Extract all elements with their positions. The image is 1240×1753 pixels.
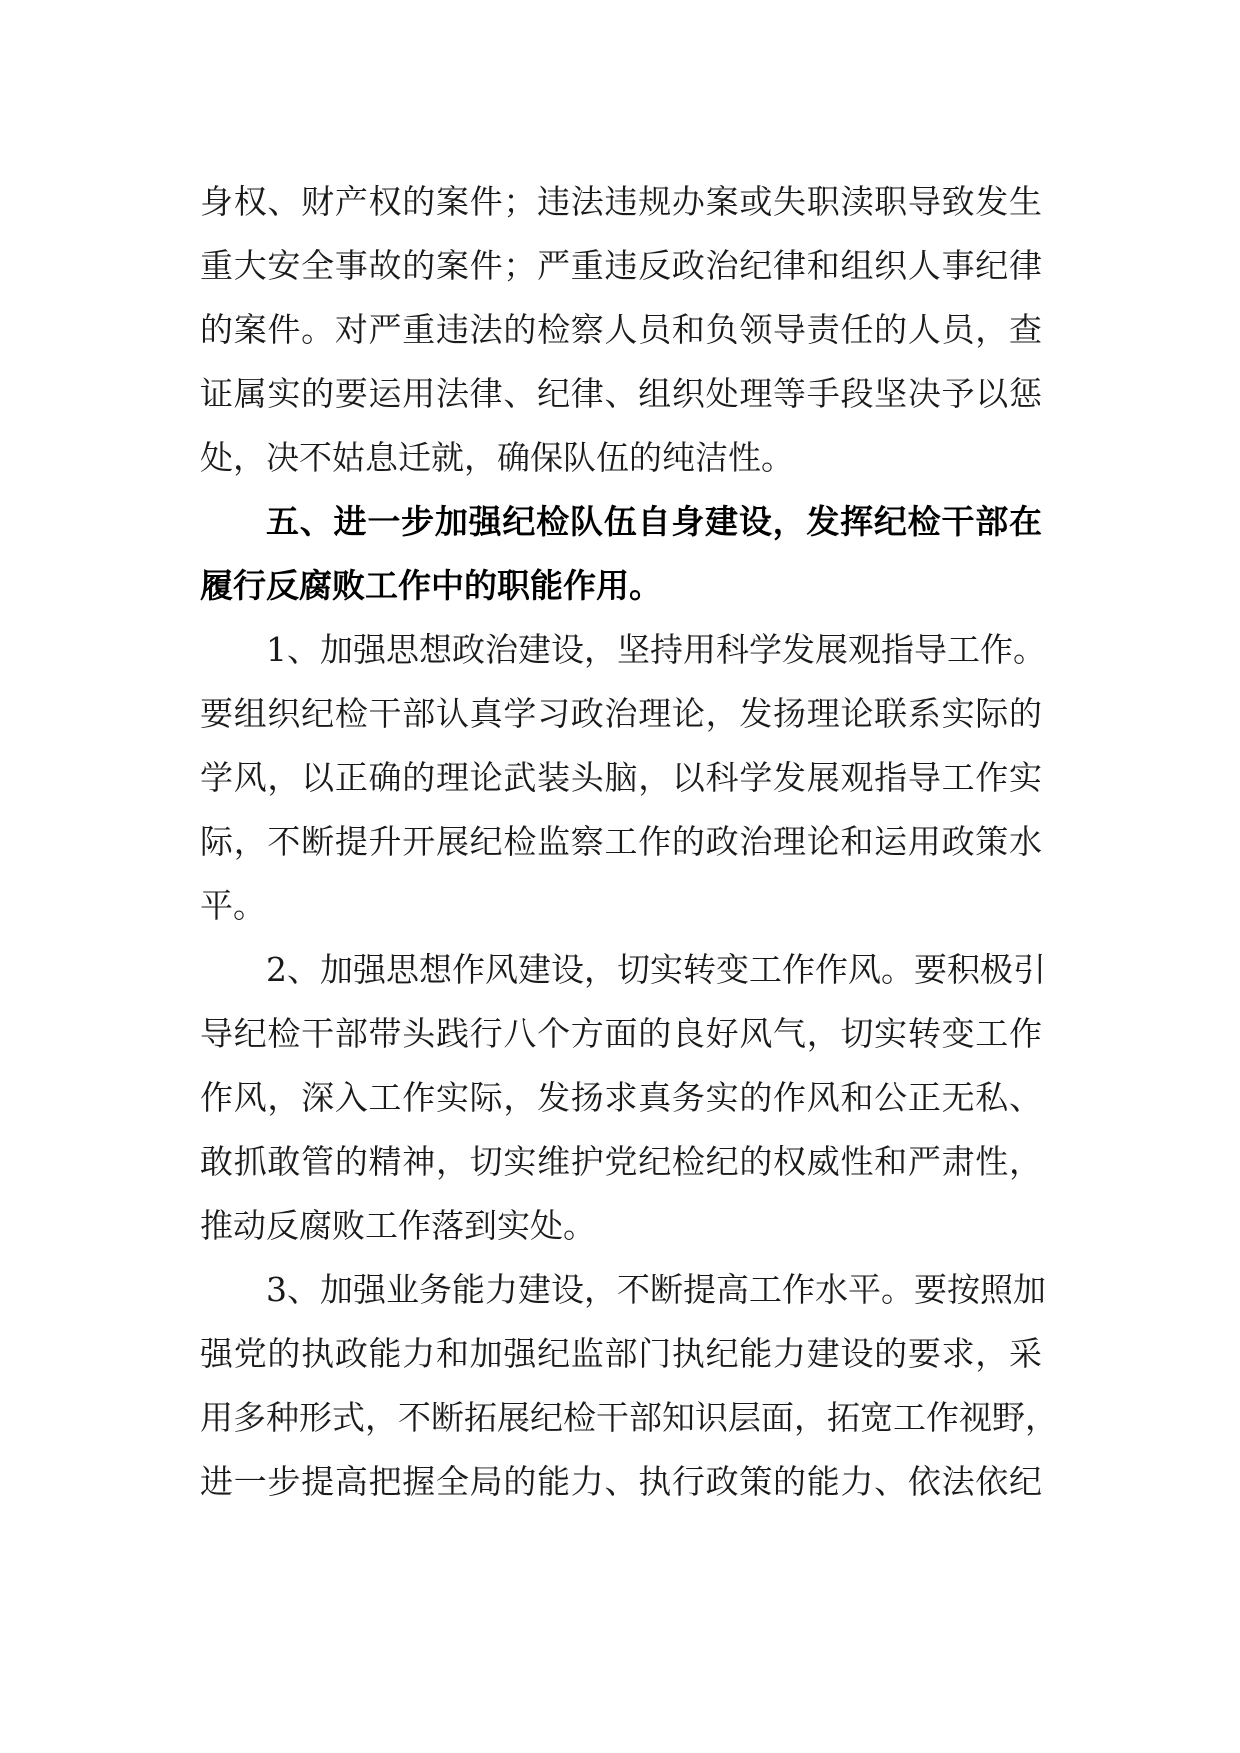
text-line: 重大安全事故的案件；严重违反政治纪律和组织人事纪律 — [200, 246, 1042, 285]
text-line: 进一步提高把握全局的能力、执行政策的能力、依法依纪 — [200, 1462, 1042, 1501]
heading-line: 五、进一步加强纪检队伍自身建设，发挥纪检干部在 — [266, 502, 1042, 541]
paragraph-continued — [200, 170, 1042, 490]
text-line: 推动反腐败工作落到实处。 — [200, 1206, 596, 1245]
text-line: 处，决不姑息迁就，确保队伍的纯洁性。 — [200, 438, 794, 477]
text-line: 的案件。对严重违法的检察人员和负领导责任的人员，查 — [200, 310, 1042, 349]
text-line: 敢抓敢管的精神，切实维护党纪检纪的权威性和严肃性， — [200, 1142, 1042, 1181]
text-line: 学风，以正确的理论武装头脑，以科学发展观指导工作实 — [200, 758, 1042, 797]
paragraph-item-1 — [200, 618, 1046, 938]
text-line: 1、加强思想政治建设，坚持用科学发展观指导工作。 — [266, 630, 1046, 669]
text-line: 强党的执政能力和加强纪监部门执纪能力建设的要求，采 — [200, 1334, 1042, 1373]
text-line: 身权、财产权的案件；违法违规办案或失职渎职导致发生 — [200, 182, 1042, 221]
heading-line: 履行反腐败工作中的职能作用。 — [200, 566, 662, 605]
document-body — [200, 170, 1058, 1514]
paragraph-item-3 — [200, 1258, 1058, 1514]
text-line: 3、加强业务能力建设，不断提高工作水平。要按照加 — [266, 1270, 1046, 1309]
section-heading-5 — [200, 490, 1042, 618]
text-line: 2、加强思想作风建设，切实转变工作作风。要积极引 — [266, 950, 1046, 989]
paragraph-item-2 — [200, 938, 1046, 1258]
text-line: 平。 — [200, 886, 266, 925]
text-line: 要组织纪检干部认真学习政治理论，发扬理论联系实际的 — [200, 694, 1042, 733]
text-line: 证属实的要运用法律、纪律、组织处理等手段坚决予以惩 — [200, 374, 1042, 413]
text-line: 际，不断提升开展纪检监察工作的政治理论和运用政策水 — [200, 822, 1042, 861]
text-line: 导纪检干部带头践行八个方面的良好风气，切实转变工作 — [200, 1014, 1042, 1053]
text-line: 作风，深入工作实际，发扬求真务实的作风和公正无私、 — [200, 1078, 1042, 1117]
text-line: 用多种形式，不断拓展纪检干部知识层面，拓宽工作视野， — [200, 1398, 1058, 1437]
